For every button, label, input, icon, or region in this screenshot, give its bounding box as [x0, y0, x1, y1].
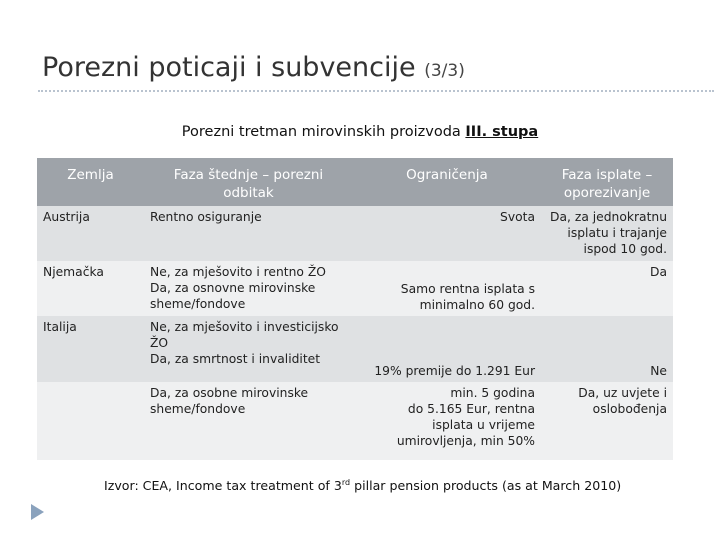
- cell-saving: Da, za osobne mirovinske sheme/fondove: [144, 382, 353, 460]
- cell-country: Austrija: [37, 206, 144, 261]
- caption-emphasis: III. stupa: [465, 124, 539, 140]
- cell-saving: Ne, za mješovito i rentno ŽO Da, za osnovne mirovinske sheme/fondove: [144, 261, 353, 316]
- cell-payout: Da: [541, 261, 673, 316]
- header-payout-phase: Faza isplate – oporezivanje: [541, 158, 673, 206]
- table-row: [37, 316, 673, 382]
- header-saving-phase: Faza štednje – porezni odbitak: [144, 158, 353, 206]
- cell-limits: Svota: [353, 206, 541, 261]
- title-divider: [38, 90, 714, 92]
- slide-title: Porezni poticaji i subvencije (3/3): [42, 52, 465, 83]
- slide-title-suffix: (3/3): [424, 61, 465, 81]
- cell-saving: Ne, za mješovito i investicijsko ŽO Da, za smrtnost i invaliditet: [144, 316, 353, 382]
- cell-country: [37, 382, 144, 460]
- table-row: [37, 261, 673, 316]
- table-row: [37, 382, 673, 460]
- cell-saving: Rentno osiguranje: [144, 206, 353, 261]
- cell-payout: Da, za jednokratnu isplatu i trajanje ispod 10 god.: [541, 206, 673, 261]
- source-note: Izvor: CEA, Income tax treatment of 3rd pillar pension products (as at March 2010): [104, 478, 622, 494]
- table-header-row: [37, 158, 673, 206]
- bullet-arrow-icon: [31, 504, 44, 520]
- cell-payout: Da, uz uvjete i oslobođenja: [541, 382, 673, 460]
- table-row: [37, 206, 673, 261]
- table-caption: Porezni tretman mirovinskih proizvoda III. stupa: [181, 124, 539, 140]
- cell-payout: Ne: [541, 316, 673, 382]
- cell-country: Italija: [37, 316, 144, 382]
- cell-limits: min. 5 godina do 5.165 Eur, rentna isplata u vrijeme umirovljenja, min 50%: [353, 382, 541, 460]
- cell-country: Njemačka: [37, 261, 144, 316]
- header-country: Zemlja: [37, 158, 144, 206]
- pension-tax-table: [37, 158, 673, 460]
- cell-limits: 19% premije do 1.291 Eur: [353, 316, 541, 382]
- cell-limits: Samo rentna isplata s minimalno 60 god.: [353, 261, 541, 316]
- header-limits: Ograničenja: [353, 158, 541, 206]
